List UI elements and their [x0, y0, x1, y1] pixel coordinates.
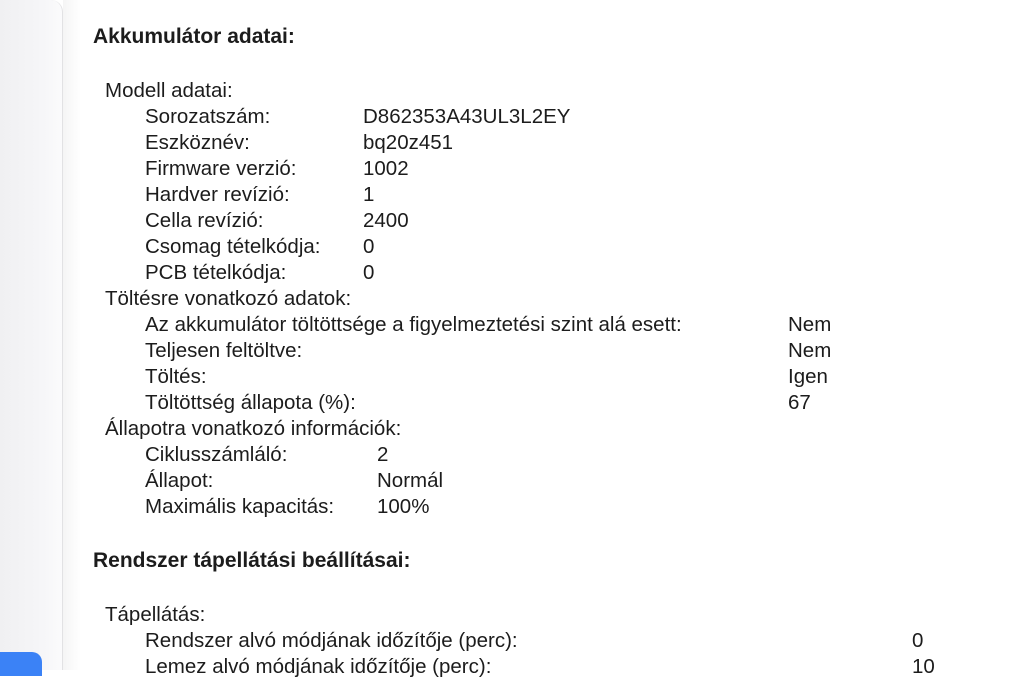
maximum-capacity-label: Maximális kapacitás:	[145, 495, 335, 518]
hardware-revision-label: Hardver revízió:	[145, 183, 290, 206]
disk-sleep-timer-label: Lemez alvó módjának időzítője (perc):	[145, 655, 492, 678]
firmware-version-label: Firmware verzió:	[145, 157, 297, 180]
pcb-lot-code-value: 0	[363, 261, 375, 284]
sidebar-divider-shadow	[63, 0, 81, 670]
cycle-count-label: Ciklusszámláló:	[145, 443, 288, 466]
battery-section-title: Akkumulátor adatai:	[93, 25, 295, 48]
fully-charged-value: Nem	[788, 339, 832, 362]
cycle-count-value: 2	[377, 443, 389, 466]
firmware-version-value: 1002	[363, 157, 409, 180]
sidebar-selected-item[interactable]	[0, 652, 42, 676]
cell-revision-label: Cella revízió:	[145, 209, 264, 232]
state-of-charge-value: 67	[788, 391, 811, 414]
device-name-value: bq20z451	[363, 131, 454, 154]
power-supply-heading: Tápellátás:	[105, 603, 206, 626]
warning-level-label: Az akkumulátor töltöttsége a figyelmeztetési szint alá esett:	[145, 313, 682, 336]
condition-label: Állapot:	[145, 469, 214, 492]
charge-info-heading: Töltésre vonatkozó adatok:	[105, 287, 352, 310]
system-sleep-timer-value: 0	[912, 629, 924, 652]
serial-number-label: Sorozatszám:	[145, 105, 271, 128]
sidebar	[0, 0, 63, 670]
pcb-lot-code-label: PCB tételkódja:	[145, 261, 287, 284]
charging-value: Igen	[788, 365, 828, 388]
hardware-revision-value: 1	[363, 183, 375, 206]
model-info-heading: Modell adatai:	[105, 79, 233, 102]
fully-charged-label: Teljesen feltöltve:	[145, 339, 303, 362]
pack-lot-code-value: 0	[363, 235, 375, 258]
charging-label: Töltés:	[145, 365, 207, 388]
health-info-heading: Állapotra vonatkozó információk:	[105, 417, 402, 440]
serial-number-value: D862353A43UL3L2EY	[363, 105, 571, 128]
device-name-label: Eszköznév:	[145, 131, 250, 154]
state-of-charge-label: Töltöttség állapota (%):	[145, 391, 356, 414]
maximum-capacity-value: 100%	[377, 495, 430, 518]
pack-lot-code-label: Csomag tételkódja:	[145, 235, 321, 258]
system-sleep-timer-label: Rendszer alvó módjának időzítője (perc):	[145, 629, 518, 652]
warning-level-value: Nem	[788, 313, 832, 336]
condition-value: Normál	[377, 469, 444, 492]
disk-sleep-timer-value: 10	[912, 655, 935, 678]
power-section-title: Rendszer tápellátási beállításai:	[93, 549, 411, 572]
cell-revision-value: 2400	[363, 209, 409, 232]
